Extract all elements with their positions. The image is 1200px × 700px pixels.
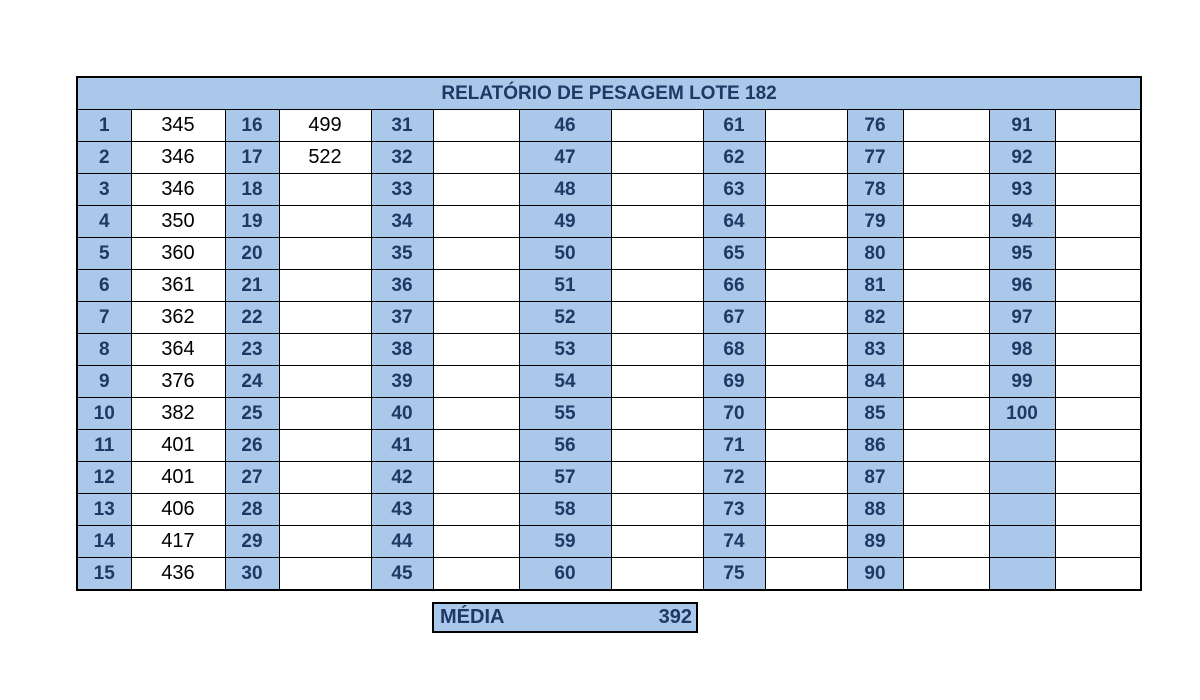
cell-index: 3 (77, 174, 131, 206)
cell-weight[interactable] (433, 430, 519, 462)
cell-index-empty (989, 494, 1055, 526)
cell-weight[interactable] (765, 334, 847, 366)
cell-index: 60 (519, 558, 611, 591)
cell-index: 57 (519, 462, 611, 494)
cell-index: 54 (519, 366, 611, 398)
cell-index: 47 (519, 142, 611, 174)
cell-weight[interactable] (765, 526, 847, 558)
cell-index: 15 (77, 558, 131, 591)
cell-weight[interactable] (611, 366, 703, 398)
cell-weight[interactable] (903, 558, 989, 591)
cell-weight[interactable]: 361 (131, 270, 225, 302)
cell-weight[interactable] (765, 462, 847, 494)
cell-index: 28 (225, 494, 279, 526)
cell-weight[interactable] (279, 526, 371, 558)
cell-index: 94 (989, 206, 1055, 238)
cell-weight[interactable] (1055, 558, 1141, 591)
cell-weight[interactable] (903, 430, 989, 462)
cell-index: 65 (703, 238, 765, 270)
cell-weight[interactable] (765, 270, 847, 302)
cell-index-empty (989, 462, 1055, 494)
cell-weight[interactable] (433, 366, 519, 398)
cell-index: 10 (77, 398, 131, 430)
table-row (77, 110, 1141, 142)
cell-weight[interactable] (1055, 110, 1141, 142)
cell-index: 30 (225, 558, 279, 591)
table-row (77, 430, 1141, 462)
cell-index: 97 (989, 302, 1055, 334)
cell-index: 76 (847, 110, 903, 142)
cell-index: 12 (77, 462, 131, 494)
cell-index: 37 (371, 302, 433, 334)
cell-index: 36 (371, 270, 433, 302)
cell-weight[interactable] (433, 494, 519, 526)
cell-index: 33 (371, 174, 433, 206)
cell-index: 14 (77, 526, 131, 558)
cell-weight[interactable] (611, 558, 703, 591)
cell-weight[interactable] (765, 398, 847, 430)
cell-index: 72 (703, 462, 765, 494)
cell-index: 80 (847, 238, 903, 270)
cell-weight[interactable] (903, 302, 989, 334)
cell-index-empty (989, 558, 1055, 591)
cell-index: 91 (989, 110, 1055, 142)
cell-weight[interactable] (903, 526, 989, 558)
cell-weight[interactable] (611, 430, 703, 462)
cell-index: 20 (225, 238, 279, 270)
cell-index: 82 (847, 302, 903, 334)
cell-index: 87 (847, 462, 903, 494)
cell-weight[interactable] (433, 238, 519, 270)
cell-index: 48 (519, 174, 611, 206)
cell-weight[interactable] (279, 334, 371, 366)
cell-weight[interactable] (611, 110, 703, 142)
cell-weight[interactable] (765, 142, 847, 174)
cell-index: 66 (703, 270, 765, 302)
cell-weight[interactable] (765, 206, 847, 238)
cell-weight[interactable] (433, 334, 519, 366)
cell-index: 1 (77, 110, 131, 142)
cell-index: 56 (519, 430, 611, 462)
cell-weight[interactable] (433, 270, 519, 302)
table-row (77, 334, 1141, 366)
cell-weight[interactable]: 360 (131, 238, 225, 270)
cell-weight[interactable] (765, 302, 847, 334)
cell-index: 44 (371, 526, 433, 558)
cell-weight[interactable] (903, 110, 989, 142)
cell-index-empty (989, 526, 1055, 558)
cell-weight[interactable] (611, 142, 703, 174)
cell-weight[interactable] (1055, 302, 1141, 334)
cell-weight[interactable] (279, 302, 371, 334)
cell-weight[interactable]: 417 (131, 526, 225, 558)
cell-index: 42 (371, 462, 433, 494)
cell-weight[interactable] (1055, 238, 1141, 270)
cell-index: 68 (703, 334, 765, 366)
cell-weight[interactable] (1055, 206, 1141, 238)
table-row (77, 558, 1141, 591)
table-row (77, 398, 1141, 430)
cell-index: 84 (847, 366, 903, 398)
cell-weight[interactable]: 346 (131, 174, 225, 206)
cell-weight[interactable] (1055, 142, 1141, 174)
cell-index: 21 (225, 270, 279, 302)
weighing-report-sheet (76, 76, 1140, 628)
table-row (77, 366, 1141, 398)
table-row (77, 494, 1141, 526)
cell-index: 50 (519, 238, 611, 270)
cell-weight[interactable] (279, 366, 371, 398)
cell-index: 79 (847, 206, 903, 238)
cell-index: 35 (371, 238, 433, 270)
cell-index: 6 (77, 270, 131, 302)
average-value: 392 (658, 606, 692, 628)
cell-index: 62 (703, 142, 765, 174)
cell-weight[interactable]: 436 (131, 558, 225, 591)
cell-weight[interactable] (433, 526, 519, 558)
cell-index: 85 (847, 398, 903, 430)
cell-weight[interactable]: 362 (131, 302, 225, 334)
cell-index: 55 (519, 398, 611, 430)
cell-weight[interactable]: 346 (131, 142, 225, 174)
cell-weight[interactable] (765, 110, 847, 142)
cell-weight[interactable] (611, 302, 703, 334)
cell-weight[interactable] (433, 206, 519, 238)
cell-index: 58 (519, 494, 611, 526)
cell-weight[interactable] (765, 558, 847, 591)
cell-index: 100 (989, 398, 1055, 430)
cell-weight[interactable]: 364 (131, 334, 225, 366)
cell-index: 38 (371, 334, 433, 366)
cell-weight[interactable]: 406 (131, 494, 225, 526)
cell-index: 83 (847, 334, 903, 366)
cell-weight[interactable] (903, 398, 989, 430)
table-row (77, 302, 1141, 334)
cell-index: 19 (225, 206, 279, 238)
cell-weight[interactable] (279, 398, 371, 430)
cell-weight[interactable] (279, 238, 371, 270)
cell-weight[interactable] (611, 270, 703, 302)
cell-weight[interactable] (765, 430, 847, 462)
cell-index: 43 (371, 494, 433, 526)
report-title: RELATÓRIO DE PESAGEM LOTE 182 (77, 77, 1141, 110)
cell-index: 61 (703, 110, 765, 142)
cell-weight[interactable]: 401 (131, 430, 225, 462)
cell-weight[interactable] (433, 174, 519, 206)
cell-index: 73 (703, 494, 765, 526)
cell-index: 63 (703, 174, 765, 206)
cell-index: 64 (703, 206, 765, 238)
cell-index: 34 (371, 206, 433, 238)
cell-index: 70 (703, 398, 765, 430)
cell-weight[interactable] (279, 174, 371, 206)
cell-weight[interactable] (903, 494, 989, 526)
cell-weight[interactable] (279, 494, 371, 526)
cell-index: 2 (77, 142, 131, 174)
cell-index: 89 (847, 526, 903, 558)
cell-index: 31 (371, 110, 433, 142)
cell-index: 98 (989, 334, 1055, 366)
cell-index: 17 (225, 142, 279, 174)
cell-index: 92 (989, 142, 1055, 174)
cell-weight[interactable] (611, 334, 703, 366)
cell-weight[interactable] (433, 462, 519, 494)
cell-index: 7 (77, 302, 131, 334)
cell-weight[interactable] (765, 494, 847, 526)
cell-weight[interactable] (433, 302, 519, 334)
cell-weight[interactable] (1055, 430, 1141, 462)
cell-index: 67 (703, 302, 765, 334)
cell-index: 52 (519, 302, 611, 334)
cell-index: 39 (371, 366, 433, 398)
cell-weight[interactable] (611, 398, 703, 430)
average-label: MÉDIA (440, 606, 505, 628)
cell-index: 96 (989, 270, 1055, 302)
cell-index: 78 (847, 174, 903, 206)
cell-index: 29 (225, 526, 279, 558)
cell-weight[interactable] (279, 558, 371, 591)
cell-index: 8 (77, 334, 131, 366)
cell-index: 74 (703, 526, 765, 558)
cell-index: 24 (225, 366, 279, 398)
cell-weight[interactable] (1055, 334, 1141, 366)
cell-index: 13 (77, 494, 131, 526)
cell-index-empty (989, 430, 1055, 462)
table-row (77, 238, 1141, 270)
cell-index: 46 (519, 110, 611, 142)
cell-weight[interactable] (279, 430, 371, 462)
table-row (77, 142, 1141, 174)
cell-index: 23 (225, 334, 279, 366)
cell-index: 77 (847, 142, 903, 174)
cell-weight[interactable]: 350 (131, 206, 225, 238)
cell-index: 71 (703, 430, 765, 462)
cell-index: 9 (77, 366, 131, 398)
cell-index: 69 (703, 366, 765, 398)
cell-weight[interactable] (903, 462, 989, 494)
table-row (77, 206, 1141, 238)
cell-index: 88 (847, 494, 903, 526)
cell-weight[interactable] (433, 398, 519, 430)
cell-weight[interactable] (433, 142, 519, 174)
cell-index: 49 (519, 206, 611, 238)
table-row (77, 462, 1141, 494)
cell-weight[interactable] (279, 206, 371, 238)
cell-weight[interactable] (1055, 270, 1141, 302)
cell-weight[interactable] (903, 334, 989, 366)
cell-weight[interactable] (1055, 174, 1141, 206)
cell-index: 41 (371, 430, 433, 462)
cell-index: 99 (989, 366, 1055, 398)
cell-weight[interactable] (611, 238, 703, 270)
cell-index: 11 (77, 430, 131, 462)
cell-index: 27 (225, 462, 279, 494)
cell-weight[interactable] (903, 238, 989, 270)
cell-index: 4 (77, 206, 131, 238)
cell-weight[interactable] (765, 238, 847, 270)
weighing-report-table (76, 76, 1142, 591)
cell-index: 51 (519, 270, 611, 302)
cell-weight[interactable] (279, 270, 371, 302)
cell-weight[interactable]: 522 (279, 142, 371, 174)
cell-index: 81 (847, 270, 903, 302)
cell-weight[interactable] (433, 558, 519, 591)
cell-index: 53 (519, 334, 611, 366)
cell-weight[interactable] (903, 174, 989, 206)
table-row (77, 174, 1141, 206)
cell-weight[interactable]: 376 (131, 366, 225, 398)
cell-weight[interactable] (903, 270, 989, 302)
cell-weight[interactable] (611, 462, 703, 494)
cell-index: 59 (519, 526, 611, 558)
cell-weight[interactable] (903, 142, 989, 174)
cell-weight[interactable] (611, 526, 703, 558)
cell-weight[interactable] (279, 462, 371, 494)
cell-weight[interactable]: 401 (131, 462, 225, 494)
cell-weight[interactable] (765, 366, 847, 398)
cell-index: 90 (847, 558, 903, 591)
cell-weight[interactable] (903, 206, 989, 238)
cell-weight[interactable] (433, 110, 519, 142)
table-row (77, 526, 1141, 558)
cell-weight[interactable] (611, 174, 703, 206)
cell-weight[interactable] (1055, 398, 1141, 430)
cell-weight[interactable] (611, 494, 703, 526)
cell-index: 18 (225, 174, 279, 206)
cell-weight[interactable] (903, 366, 989, 398)
average-summary (432, 602, 698, 633)
cell-weight[interactable]: 499 (279, 110, 371, 142)
cell-weight[interactable] (1055, 462, 1141, 494)
cell-index: 5 (77, 238, 131, 270)
cell-weight[interactable] (765, 174, 847, 206)
cell-weight[interactable] (1055, 494, 1141, 526)
cell-weight[interactable]: 382 (131, 398, 225, 430)
cell-index: 45 (371, 558, 433, 591)
cell-index: 86 (847, 430, 903, 462)
cell-weight[interactable] (1055, 366, 1141, 398)
cell-weight[interactable]: 345 (131, 110, 225, 142)
cell-index: 16 (225, 110, 279, 142)
cell-index: 26 (225, 430, 279, 462)
cell-weight[interactable] (1055, 526, 1141, 558)
table-row (77, 270, 1141, 302)
cell-index: 95 (989, 238, 1055, 270)
cell-index: 32 (371, 142, 433, 174)
cell-weight[interactable] (611, 206, 703, 238)
cell-index: 25 (225, 398, 279, 430)
cell-index: 93 (989, 174, 1055, 206)
cell-index: 75 (703, 558, 765, 591)
cell-index: 40 (371, 398, 433, 430)
cell-index: 22 (225, 302, 279, 334)
